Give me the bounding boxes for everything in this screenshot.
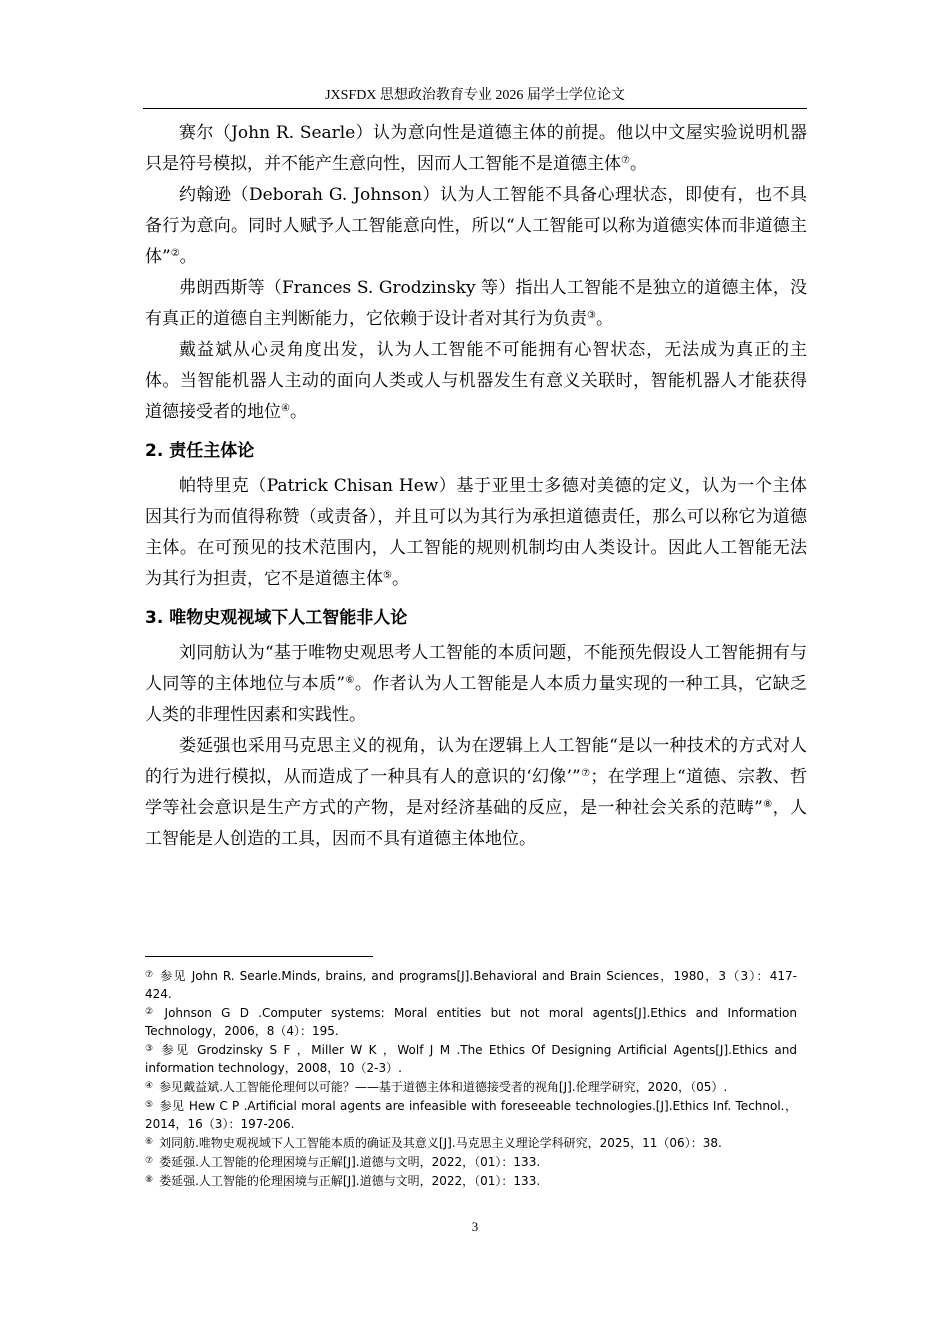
footnote: ④ 参见戴益斌.人工智能伦理何以可能？——基于道德主体和道德接受者的视角[J].伦理学研究，2020，（05）. xyxy=(145,1080,728,1094)
running-header: JXSFDX 思想政治教育专业 2026 届学士学位论文 xyxy=(325,88,625,103)
footnote-ref: ⑦ xyxy=(580,768,591,779)
footnote: ② Johnson G D .Computer systems: Moral entities but not moral agents[J].Ethics and Information Technology，2006，8（4）：195. xyxy=(145,1006,797,1038)
paragraph-liu: 刘同舫认为“基于唯物史观思考人工智能的本质问题，不能预先假设人工智能拥有与人同等的主体地位与本质”⑥。作者认为人工智能是人本质力量实现的一种工具，它缺乏人类的非理性因素和实践性。 xyxy=(145,643,808,725)
page-number: 3 xyxy=(471,1219,479,1234)
footnote: ⑥ 刘同舫.唯物史观视域下人工智能本质的确证及其意义[J].马克思主义理论学科研究，2025，11（06）：38. xyxy=(145,1136,722,1150)
paragraph-grodzinsky: 弗朗西斯等（Frances S. Grodzinsky 等）指出人工智能不是独立的道德主体，没有真正的道德自主判断能力，它依赖于设计者对其行为负责③。 xyxy=(145,278,807,329)
footnote-ref: ⑤ xyxy=(383,570,392,581)
paragraph-searle: 赛尔（John R. Searle）认为意向性是道德主体的前提。他以中文屋实验说明机器只是符号模拟，并不能产生意向性，因而人工智能不是道德主体⑦。 xyxy=(145,123,807,174)
header-rule xyxy=(143,108,807,109)
footnote: ⑤ 参见 Hew C P .Artificial moral agents are infeasible with foreseeable technologies.[J].Ethics Inf. Technol.，2014，16（3）：197-206. xyxy=(145,1099,797,1131)
footnote-ref: ⑧ xyxy=(762,799,773,810)
paragraph-johnson: 约翰逊（Deborah G. Johnson）认为人工智能不具备心理状态，即使有，也不具备行为意向。同时人赋予人工智能意向性，所以“人工智能可以称为道德实体而非道德主体”②。 xyxy=(145,185,807,267)
footnote-separator xyxy=(145,956,373,957)
footnote-ref: ④ xyxy=(281,403,290,414)
footnote-ref: ② xyxy=(170,248,180,259)
paragraph-hew: 帕特里克（Patrick Chisan Hew）基于亚里士多德对美德的定义，认为一个主体因其行为而值得称赞（或责备），并且可以为其行为承担道德责任，那么可以称它为道德主体。在可预见的技术范围内，人工智能的规则机制均由人类设计。因此人工智能无法为其行为担责，它不是道德主体⑤。 xyxy=(145,476,807,589)
footnote-ref: ⑥ xyxy=(345,675,355,686)
footnote: ⑦ 参见 John R. Searle.Minds, brains, and programs[J].Behavioral and Brain Sciences，1980，3（3）：417-424. xyxy=(145,969,797,1001)
body-text xyxy=(145,118,807,855)
footnote-ref: ③ xyxy=(587,310,596,321)
footnote-ref: ⑦ xyxy=(621,155,630,166)
footnotes xyxy=(145,966,797,1190)
footnote: ⑧ 娄延强.人工智能的伦理困境与正解[J].道德与文明，2022，（01）：133. xyxy=(145,1174,541,1188)
paragraph-dai: 戴益斌从心灵角度出发，认为人工智能不可能拥有心智状态，无法成为真正的主体。当智能机器人主动的面向人类或人与机器发生有意义关联时，智能机器人才能获得道德接受者的地位④。 xyxy=(145,340,807,422)
section-heading-2: 2. 责任主体论 xyxy=(145,441,255,461)
footnote: ⑦ 娄延强.人工智能的伦理困境与正解[J].道德与文明，2022，（01）：133. xyxy=(145,1155,541,1169)
paragraph-lou: 娄延强也采用马克思主义的视角，认为在逻辑上人工智能“是以一种技术的方式对人的行为进行模拟，从而造成了一种具有人的意识的‘幻像’”⑦；在学理上“道德、宗教、哲学等社会意识是生产方式的产物，是对经济基础的反应，是一种社会关系的范畴”⑧，人工智能是人创造的工具，因而不具有道德主体地位。 xyxy=(145,736,807,849)
footnote: ③ 参见 Grodzinsky S F ，Miller W K ，Wolf J M .The Ethics Of Designing Artificial Agents[J].Ethics and information technology，2008，10（2-3）. xyxy=(145,1043,797,1075)
section-heading-3: 3. 唯物史观视域下人工智能非人论 xyxy=(145,608,408,628)
